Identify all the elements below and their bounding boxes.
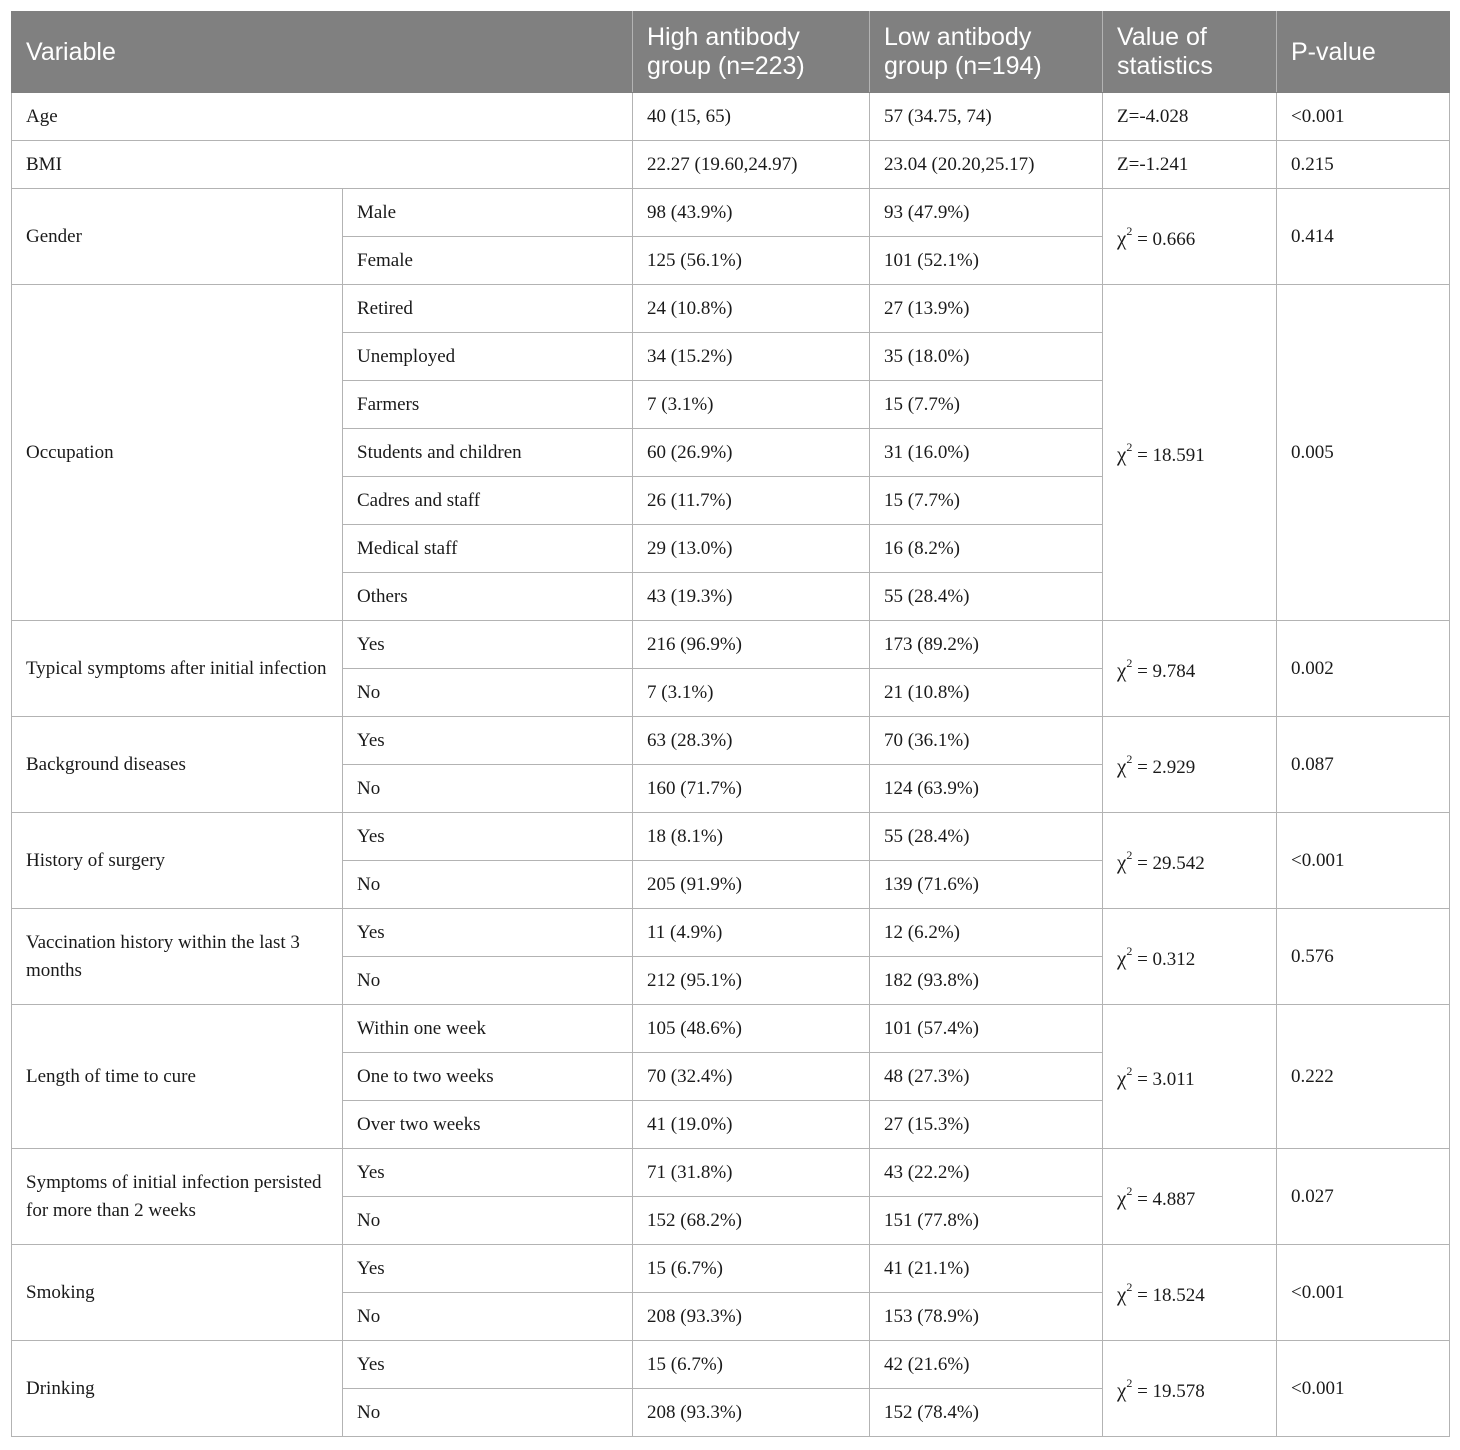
subcategory-label: Unemployed — [343, 333, 633, 381]
header-variable: Variable — [12, 12, 633, 93]
high-group-value: 22.27 (19.60,24.97) — [633, 141, 870, 189]
high-group-value: 43 (19.3%) — [633, 573, 870, 621]
low-group-value: 124 (63.9%) — [870, 765, 1103, 813]
statistic-value — [1103, 189, 1277, 285]
variable-group-label: Symptoms of initial infection persisted for more than 2 weeks — [12, 1149, 343, 1245]
statistic-value — [1103, 1341, 1277, 1437]
low-group-value: 41 (21.1%) — [870, 1245, 1103, 1293]
subcategory-label: No — [343, 669, 633, 717]
low-group-value: 151 (77.8%) — [870, 1197, 1103, 1245]
subcategory-label: Over two weeks — [343, 1101, 633, 1149]
subcategory-label: Female — [343, 237, 633, 285]
low-group-value: 173 (89.2%) — [870, 621, 1103, 669]
table-row — [12, 1005, 1450, 1053]
subcategory-label: Male — [343, 189, 633, 237]
high-group-value: 29 (13.0%) — [633, 525, 870, 573]
variable-group-label: Occupation — [12, 285, 343, 621]
low-group-value: 101 (52.1%) — [870, 237, 1103, 285]
statistic-value — [1103, 621, 1277, 717]
chi-square-value: = 18.591 — [1137, 445, 1205, 466]
variable-group-label: Gender — [12, 189, 343, 285]
variable-group-label: Length of time to cure — [12, 1005, 343, 1149]
high-group-value: 71 (31.8%) — [633, 1149, 870, 1197]
high-group-value: 24 (10.8%) — [633, 285, 870, 333]
p-value: <0.001 — [1277, 1245, 1450, 1341]
chi-square-value: = 29.542 — [1137, 853, 1205, 874]
table-row — [12, 285, 1450, 333]
table-row — [12, 189, 1450, 237]
table-row — [12, 813, 1450, 861]
high-group-value: 41 (19.0%) — [633, 1101, 870, 1149]
statistic-value: Z=-4.028 — [1103, 93, 1277, 141]
header-p-value: P-value — [1277, 12, 1450, 93]
low-group-value: 27 (15.3%) — [870, 1101, 1103, 1149]
high-group-value: 60 (26.9%) — [633, 429, 870, 477]
high-group-value: 40 (15, 65) — [633, 93, 870, 141]
low-group-value: 70 (36.1%) — [870, 717, 1103, 765]
high-group-value: 11 (4.9%) — [633, 909, 870, 957]
high-group-value: 63 (28.3%) — [633, 717, 870, 765]
subcategory-label: Yes — [343, 909, 633, 957]
table-row — [12, 1149, 1450, 1197]
subcategory-label: Yes — [343, 621, 633, 669]
table-row — [12, 1341, 1450, 1389]
subcategory-label: No — [343, 861, 633, 909]
subcategory-label: No — [343, 1389, 633, 1437]
chi-square-symbol: $\chi^2$ — [1117, 1280, 1133, 1306]
low-group-value: 35 (18.0%) — [870, 333, 1103, 381]
variable-group-label: Smoking — [12, 1245, 343, 1341]
low-group-value: 57 (34.75, 74) — [870, 93, 1103, 141]
chi-square-symbol: $\chi^2$ — [1117, 1184, 1133, 1210]
high-group-value: 160 (71.7%) — [633, 765, 870, 813]
subcategory-label: No — [343, 1197, 633, 1245]
p-value: 0.222 — [1277, 1005, 1450, 1149]
p-value: 0.087 — [1277, 717, 1450, 813]
chi-square-value: = 0.312 — [1137, 949, 1196, 970]
low-group-value: 31 (16.0%) — [870, 429, 1103, 477]
antibody-comparison-table — [11, 11, 1450, 1437]
low-group-value: 182 (93.8%) — [870, 957, 1103, 1005]
chi-square-symbol: $\chi^2$ — [1117, 224, 1133, 250]
subcategory-label: No — [343, 957, 633, 1005]
low-group-value: 48 (27.3%) — [870, 1053, 1103, 1101]
chi-square-symbol: $\chi^2$ — [1117, 848, 1133, 874]
table-row — [12, 1245, 1450, 1293]
header-high-antibody: High antibody group (n=223) — [633, 12, 870, 93]
low-group-value: 16 (8.2%) — [870, 525, 1103, 573]
high-group-value: 7 (3.1%) — [633, 669, 870, 717]
high-group-value: 7 (3.1%) — [633, 381, 870, 429]
high-group-value: 26 (11.7%) — [633, 477, 870, 525]
header-row — [12, 12, 1450, 93]
high-group-value: 70 (32.4%) — [633, 1053, 870, 1101]
chi-square-symbol: $\chi^2$ — [1117, 752, 1133, 778]
low-group-value: 55 (28.4%) — [870, 573, 1103, 621]
variable-group-label: Background diseases — [12, 717, 343, 813]
subcategory-label: Yes — [343, 1149, 633, 1197]
header-statistics: Value of statistics — [1103, 12, 1277, 93]
high-group-value: 205 (91.9%) — [633, 861, 870, 909]
p-value: 0.005 — [1277, 285, 1450, 621]
chi-square-value: = 19.578 — [1137, 1381, 1205, 1402]
low-group-value: 153 (78.9%) — [870, 1293, 1103, 1341]
variable-group-label: Vaccination history within the last 3 months — [12, 909, 343, 1005]
low-group-value: 43 (22.2%) — [870, 1149, 1103, 1197]
low-group-value: 55 (28.4%) — [870, 813, 1103, 861]
subcategory-label: One to two weeks — [343, 1053, 633, 1101]
table-row-age — [12, 93, 1450, 141]
high-group-value: 125 (56.1%) — [633, 237, 870, 285]
high-group-value: 15 (6.7%) — [633, 1341, 870, 1389]
chi-square-value: = 18.524 — [1137, 1285, 1205, 1306]
low-group-value: 139 (71.6%) — [870, 861, 1103, 909]
table-row — [12, 621, 1450, 669]
low-group-value: 12 (6.2%) — [870, 909, 1103, 957]
p-value: 0.002 — [1277, 621, 1450, 717]
statistic-value: Z=-1.241 — [1103, 141, 1277, 189]
statistic-value — [1103, 285, 1277, 621]
high-group-value: 208 (93.3%) — [633, 1293, 870, 1341]
p-value: 0.414 — [1277, 189, 1450, 285]
subcategory-label: No — [343, 1293, 633, 1341]
subcategory-label: Others — [343, 573, 633, 621]
statistic-value — [1103, 909, 1277, 1005]
variable-group-label: Typical symptoms after initial infection — [12, 621, 343, 717]
p-value: 0.576 — [1277, 909, 1450, 1005]
chi-square-value: = 4.887 — [1137, 1189, 1196, 1210]
header-low-antibody: Low antibody group (n=194) — [870, 12, 1103, 93]
high-group-value: 152 (68.2%) — [633, 1197, 870, 1245]
low-group-value: 15 (7.7%) — [870, 381, 1103, 429]
low-group-value: 42 (21.6%) — [870, 1341, 1103, 1389]
high-group-value: 216 (96.9%) — [633, 621, 870, 669]
p-value: 0.027 — [1277, 1149, 1450, 1245]
p-value: <0.001 — [1277, 813, 1450, 909]
chi-square-value: = 3.011 — [1137, 1069, 1195, 1090]
subcategory-label: Yes — [343, 1341, 633, 1389]
statistic-value — [1103, 1005, 1277, 1149]
table-row — [12, 717, 1450, 765]
statistic-value — [1103, 1149, 1277, 1245]
low-group-value: 93 (47.9%) — [870, 189, 1103, 237]
statistic-value — [1103, 813, 1277, 909]
chi-square-symbol: $\chi^2$ — [1117, 944, 1133, 970]
table-row — [12, 909, 1450, 957]
high-group-value: 105 (48.6%) — [633, 1005, 870, 1053]
p-value: 0.215 — [1277, 141, 1450, 189]
subcategory-label: Medical staff — [343, 525, 633, 573]
high-group-value: 98 (43.9%) — [633, 189, 870, 237]
table-row-bmi — [12, 141, 1450, 189]
high-group-value: 208 (93.3%) — [633, 1389, 870, 1437]
low-group-value: 15 (7.7%) — [870, 477, 1103, 525]
subcategory-label: No — [343, 765, 633, 813]
low-group-value: 27 (13.9%) — [870, 285, 1103, 333]
chi-square-symbol: $\chi^2$ — [1117, 440, 1133, 466]
subcategory-label: Yes — [343, 717, 633, 765]
variable-label: BMI — [12, 141, 633, 189]
chi-square-value: = 2.929 — [1137, 757, 1196, 778]
chi-square-symbol: $\chi^2$ — [1117, 1064, 1133, 1090]
low-group-value: 21 (10.8%) — [870, 669, 1103, 717]
chi-square-symbol: $\chi^2$ — [1117, 656, 1133, 682]
high-group-value: 15 (6.7%) — [633, 1245, 870, 1293]
low-group-value: 23.04 (20.20,25.17) — [870, 141, 1103, 189]
variable-group-label: History of surgery — [12, 813, 343, 909]
variable-label: Age — [12, 93, 633, 141]
subcategory-label: Yes — [343, 1245, 633, 1293]
p-value: <0.001 — [1277, 93, 1450, 141]
subcategory-label: Students and children — [343, 429, 633, 477]
chi-square-value: = 9.784 — [1137, 661, 1196, 682]
subcategory-label: Cadres and staff — [343, 477, 633, 525]
statistic-value — [1103, 1245, 1277, 1341]
high-group-value: 212 (95.1%) — [633, 957, 870, 1005]
high-group-value: 34 (15.2%) — [633, 333, 870, 381]
statistic-value — [1103, 717, 1277, 813]
subcategory-label: Retired — [343, 285, 633, 333]
subcategory-label: Farmers — [343, 381, 633, 429]
subcategory-label: Yes — [343, 813, 633, 861]
subcategory-label: Within one week — [343, 1005, 633, 1053]
p-value: <0.001 — [1277, 1341, 1450, 1437]
variable-group-label: Drinking — [12, 1341, 343, 1437]
chi-square-symbol: $\chi^2$ — [1117, 1376, 1133, 1402]
low-group-value: 101 (57.4%) — [870, 1005, 1103, 1053]
high-group-value: 18 (8.1%) — [633, 813, 870, 861]
low-group-value: 152 (78.4%) — [870, 1389, 1103, 1437]
chi-square-value: = 0.666 — [1137, 229, 1196, 250]
